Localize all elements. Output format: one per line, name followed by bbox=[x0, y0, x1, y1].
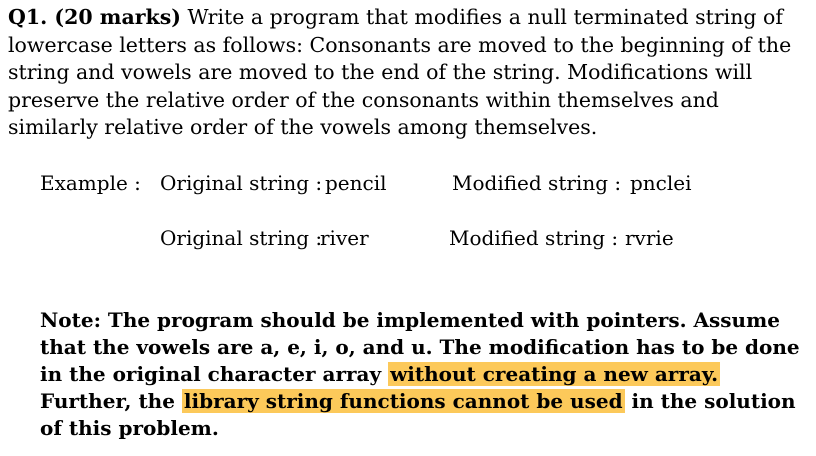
example-1-modified-value: pnclei bbox=[630, 171, 692, 195]
note-highlight-1: without creating a new array. bbox=[390, 362, 719, 386]
note-paragraph bbox=[40, 307, 810, 442]
question-text: Write a program that modifies a null terminated string of lowercase letters as follows: Consonants are moved to the beginning of the string and vowels are moved to the end of the string. Modifications will preserve the relative order of the consonants within themselves and similarly relative order of the vowels among themselves. bbox=[8, 5, 792, 139]
note-text-3: in the solution of this problem. bbox=[40, 389, 796, 440]
example-1-original-value: pencil bbox=[325, 171, 387, 195]
example-2-modified-value: rvrie bbox=[625, 226, 674, 250]
question-paragraph bbox=[8, 4, 808, 142]
example-2-original-value: river bbox=[320, 226, 369, 250]
example-label: Example : bbox=[40, 171, 141, 195]
example-1-modified-label: Modified string : bbox=[452, 171, 622, 195]
note-highlight-2: library string functions cannot be used bbox=[183, 389, 623, 413]
example-2-original-label: Original string : bbox=[160, 226, 323, 250]
question-heading: Q1. (20 marks) bbox=[8, 5, 181, 29]
note-text-1: Note: The program should be implemented with pointers. Assume that the vowels are a, e, i, o, and u. The modification has to be done in the original character array bbox=[40, 308, 800, 386]
example-2-modified-label: Modified string : bbox=[449, 226, 619, 250]
note-text-2: Further, the bbox=[40, 389, 182, 413]
example-1-original-label: Original string : bbox=[160, 171, 323, 195]
